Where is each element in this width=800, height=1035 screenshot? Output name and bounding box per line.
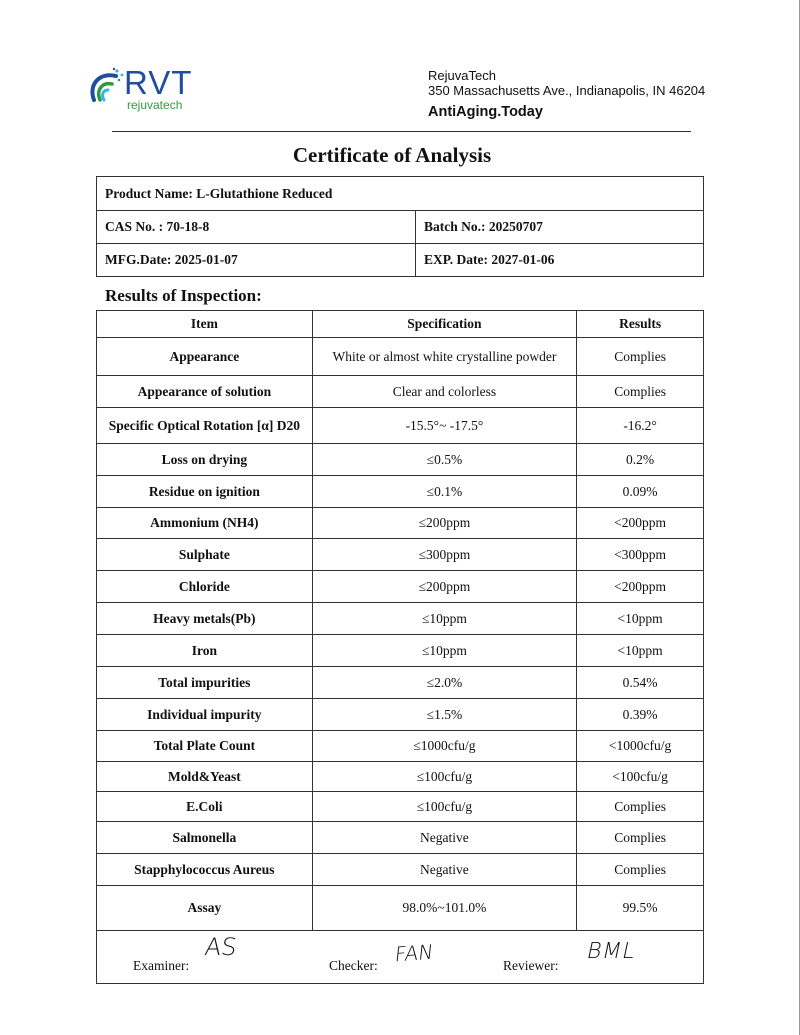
result-cell: 0.39% [577, 699, 704, 731]
specification-cell: ≤0.1% [312, 476, 577, 508]
result-cell: <200ppm [577, 571, 704, 603]
specification-cell: ≤10ppm [312, 603, 577, 635]
specification-cell: ≤10ppm [312, 635, 577, 667]
result-cell: 99.5% [577, 886, 704, 931]
company-website: AntiAging.Today [428, 104, 543, 120]
result-cell: <10ppm [577, 635, 704, 667]
result-cell: <200ppm [577, 508, 704, 539]
exp-date: EXP. Date: 2027-01-06 [416, 244, 704, 277]
specification-cell: ≤200ppm [312, 508, 577, 539]
result-cell: Complies [577, 338, 704, 376]
specification-cell: ≤0.5% [312, 444, 577, 476]
specification-cell: Negative [312, 822, 577, 854]
cas-number: CAS No. : 70-18-8 [97, 211, 416, 244]
table-row [97, 886, 704, 931]
product-info-table [96, 176, 704, 277]
table-row [97, 762, 704, 792]
checker-signature: FAN [393, 939, 435, 967]
item-cell: Heavy metals(Pb) [97, 603, 313, 635]
table-row [97, 603, 704, 635]
item-cell: Chloride [97, 571, 313, 603]
header-item: Item [97, 311, 313, 338]
result-cell: <10ppm [577, 603, 704, 635]
examiner-label: Examiner: [133, 958, 190, 973]
table-row [97, 508, 704, 539]
header-specification: Specification [312, 311, 577, 338]
item-cell: Assay [97, 886, 313, 931]
item-cell: Mold&Yeast [97, 762, 313, 792]
header-divider [112, 131, 691, 132]
table-row [97, 338, 704, 376]
item-cell: Total impurities [97, 667, 313, 699]
result-cell: Complies [577, 376, 704, 408]
specification-cell: Clear and colorless [312, 376, 577, 408]
specification-cell: 98.0%~101.0% [312, 886, 577, 931]
item-cell: Appearance [97, 338, 313, 376]
signature-row [97, 931, 704, 984]
reviewer-label: Reviewer: [503, 958, 559, 973]
item-cell: E.Coli [97, 792, 313, 822]
table-row [97, 822, 704, 854]
table-row [97, 854, 704, 886]
result-cell: <1000cfu/g [577, 731, 704, 762]
specification-cell: White or almost white crystalline powder [312, 338, 577, 376]
specification-cell: ≤100cfu/g [312, 792, 577, 822]
result-cell: 0.09% [577, 476, 704, 508]
checker-label: Checker: [329, 958, 378, 973]
table-row [97, 667, 704, 699]
logo-text: RVT [124, 64, 193, 101]
results-heading: Results of Inspection: [105, 286, 262, 305]
result-cell: <300ppm [577, 539, 704, 571]
specification-cell: ≤200ppm [312, 571, 577, 603]
page-title: Certificate of Analysis [292, 143, 492, 167]
table-row [97, 731, 704, 762]
specification-cell: ≤2.0% [312, 667, 577, 699]
logo-subtext: rejuvatech [127, 98, 183, 112]
item-cell: Loss on drying [97, 444, 313, 476]
specification-cell: ≤1000cfu/g [312, 731, 577, 762]
company-address: 350 Massachusetts Ave., Indianapolis, IN 46204 [428, 83, 706, 98]
item-cell: Specific Optical Rotation [α] D20 [97, 408, 313, 444]
result-cell: Complies [577, 822, 704, 854]
specification-cell: ≤300ppm [312, 539, 577, 571]
table-row [97, 408, 704, 444]
specification-cell: Negative [312, 854, 577, 886]
result-cell: 0.2% [577, 444, 704, 476]
specification-cell: ≤1.5% [312, 699, 577, 731]
company-header [428, 68, 705, 98]
result-cell: -16.2° [577, 408, 704, 444]
product-name: Product Name: L-Glutathione Reduced [97, 177, 704, 211]
result-cell: 0.54% [577, 667, 704, 699]
item-cell: Iron [97, 635, 313, 667]
reviewer-signature: BML [584, 939, 639, 964]
item-cell: Stapphylococcus Aureus [97, 854, 313, 886]
result-cell: Complies [577, 854, 704, 886]
table-row [97, 635, 704, 667]
result-cell: <100cfu/g [577, 762, 704, 792]
examiner-signature: AS [203, 933, 239, 961]
table-row [97, 571, 704, 603]
table-row [97, 444, 704, 476]
batch-number: Batch No.: 20250707 [416, 211, 704, 244]
item-cell: Total Plate Count [97, 731, 313, 762]
item-cell: Residue on ignition [97, 476, 313, 508]
table-row [97, 699, 704, 731]
company-name: RejuvaTech [428, 68, 496, 83]
item-cell: Salmonella [97, 822, 313, 854]
mfg-date: MFG.Date: 2025-01-07 [97, 244, 416, 277]
table-row [97, 539, 704, 571]
item-cell: Individual impurity [97, 699, 313, 731]
logo-swoosh-icon [86, 66, 126, 116]
specification-cell: -15.5°~ -17.5° [312, 408, 577, 444]
item-cell: Appearance of solution [97, 376, 313, 408]
header-results: Results [577, 311, 704, 338]
table-row [97, 376, 704, 408]
item-cell: Ammonium (NH4) [97, 508, 313, 539]
specification-cell: ≤100cfu/g [312, 762, 577, 792]
results-table [96, 310, 704, 984]
company-logo [86, 66, 196, 118]
table-row [97, 476, 704, 508]
table-row [97, 792, 704, 822]
result-cell: Complies [577, 792, 704, 822]
item-cell: Sulphate [97, 539, 313, 571]
